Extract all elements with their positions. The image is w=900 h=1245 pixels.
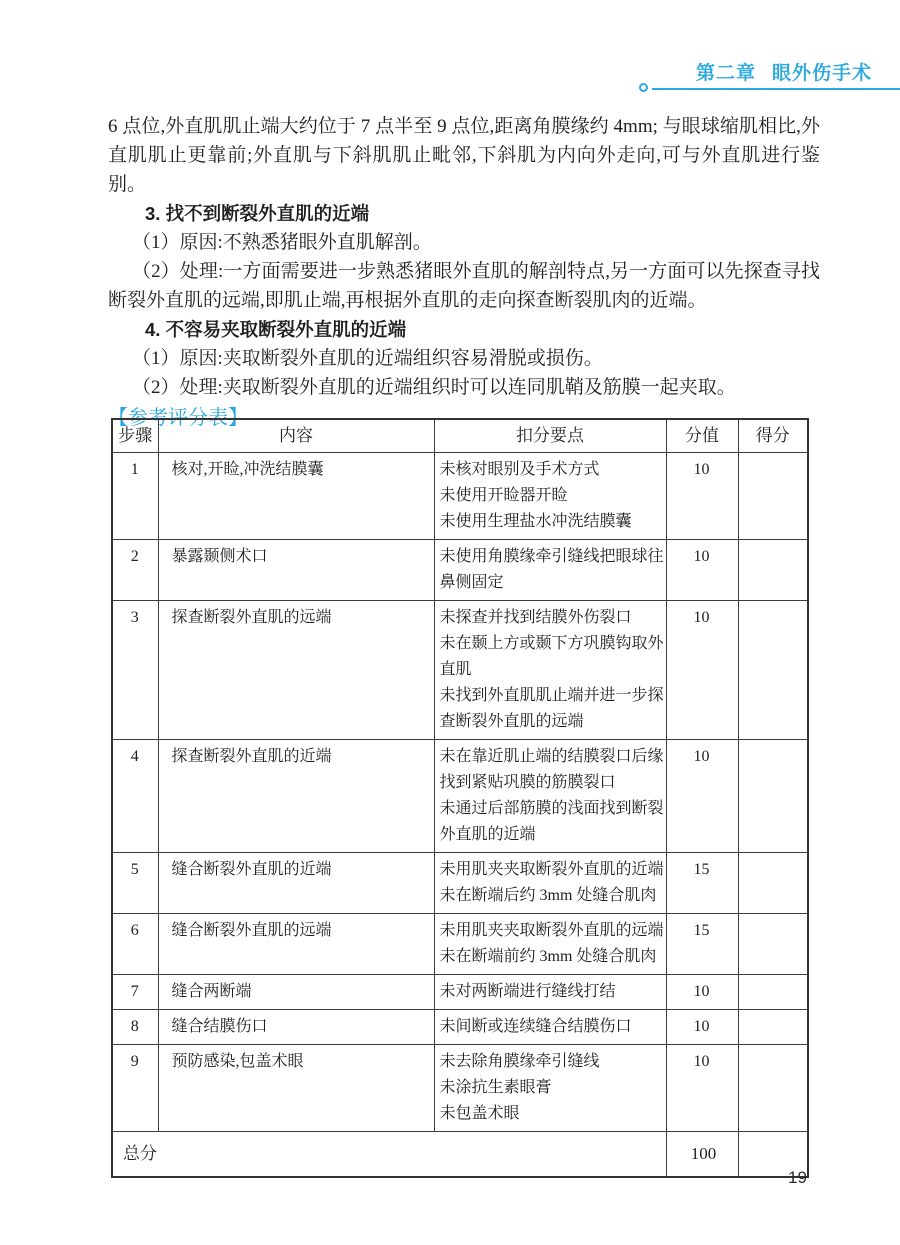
deduction-item: 未对两断端进行缝线打结 [439,983,616,1000]
issue-4-handling: （2）处理:夹取断裂外直肌的近端组织时可以连同肌鞘及筋膜一起夹取。 [132,377,736,398]
deduction-item: 未探查并找到结膜外伤裂口 [439,609,632,626]
heading-issue-4: 4. 不容易夹取断裂外直肌的近端 [145,319,407,340]
table-row [112,453,808,540]
table-row [112,1045,808,1132]
score-cell: 10 [666,453,738,540]
deduction-item: 未使用角膜缘牵引缝线把眼球往鼻侧固定 [439,548,664,591]
deductions-cell [434,453,666,540]
step-cell: 1 [112,453,158,540]
step-cell: 3 [112,601,158,740]
deduction-item: 未在颞上方或颞下方巩膜钩取外直肌 [439,635,664,678]
content-cell: 缝合断裂外直肌的远端 [158,914,434,975]
deduction-item: 未找到外直肌肌止端并进一步探查断裂外直肌的远端 [439,687,664,730]
page-number: 19 [788,1168,807,1187]
body-text [108,112,820,432]
content-cell: 核对,开睑,冲洗结膜囊 [158,453,434,540]
total-row [112,1132,808,1178]
deduction-item: 未使用生理盐水冲洗结膜囊 [439,513,632,530]
score-table [111,418,809,1178]
chapter-number: 第二章 [695,63,756,84]
step-cell: 7 [112,975,158,1010]
earned-cell [738,540,808,601]
table-row [112,601,808,740]
earned-cell [738,601,808,740]
table-row [112,914,808,975]
earned-cell [738,1010,808,1045]
deduction-item: 未涂抗生素眼膏 [439,1079,552,1096]
deductions-cell [434,740,666,853]
score-table-body [112,453,808,1132]
total-score-value: 100 [666,1132,738,1178]
score-table-header-row [112,419,808,453]
deduction-item: 未在靠近肌止端的结膜裂口后缘找到紧贴巩膜的筋膜裂口 [439,748,664,791]
content-cell: 缝合结膜伤口 [158,1010,434,1045]
deductions-cell [434,975,666,1010]
score-cell: 15 [666,914,738,975]
deduction-item: 未用肌夹夹取断裂外直肌的近端 [439,861,664,878]
deductions-cell [434,1045,666,1132]
earned-cell [738,1045,808,1132]
issue-3-cause: （1）原因:不熟悉猪眼外直肌解剖。 [132,232,432,253]
score-cell: 15 [666,853,738,914]
score-cell: 10 [666,740,738,853]
score-cell: 10 [666,1045,738,1132]
content-cell: 缝合断裂外直肌的近端 [158,853,434,914]
deductions-cell [434,1010,666,1045]
deduction-item: 未在断端后约 3mm 处缝合肌肉 [439,887,657,904]
col-header-step: 步骤 [112,419,158,453]
content-cell: 探查断裂外直肌的远端 [158,601,434,740]
content-cell: 缝合两断端 [158,975,434,1010]
deduction-item: 未通过后部筋膜的浅面找到断裂外直肌的近端 [439,800,664,843]
header-rule-circle-icon [639,83,648,92]
issue-4-cause: （1）原因:夹取断裂外直肌的近端组织容易滑脱或损伤。 [132,348,603,369]
step-cell: 4 [112,740,158,853]
earned-cell [738,740,808,853]
paragraph-anatomy: 6 点位,外直肌肌止端大约位于 7 点半至 9 点位,距离角膜缘约 4mm; 与眼球缩肌相比,外直肌肌止更靠前;外直肌与下斜肌肌止毗邻,下斜肌为内向外走向,可与外直肌进行鉴别。 [108,116,820,195]
deductions-cell [434,853,666,914]
step-cell: 5 [112,853,158,914]
table-row [112,540,808,601]
scoring-table-section-label: 【参考评分表】 [108,407,248,429]
score-cell: 10 [666,601,738,740]
content-cell: 预防感染,包盖术眼 [158,1045,434,1132]
table-row [112,1010,808,1045]
step-cell: 9 [112,1045,158,1132]
score-cell: 10 [666,540,738,601]
deductions-cell [434,540,666,601]
chapter-header [696,58,872,85]
deduction-item: 未用肌夹夹取断裂外直肌的远端 [439,922,664,939]
table-row [112,853,808,914]
score-cell: 10 [666,1010,738,1045]
deduction-item: 未包盖术眼 [439,1105,520,1122]
col-header-earned: 得分 [738,419,808,453]
deductions-cell [434,914,666,975]
earned-cell [738,975,808,1010]
content-cell: 探查断裂外直肌的近端 [158,740,434,853]
step-cell: 2 [112,540,158,601]
deduction-item: 未使用开睑器开睑 [439,487,568,504]
step-cell: 8 [112,1010,158,1045]
content-cell: 暴露颞侧术口 [158,540,434,601]
table-row [112,740,808,853]
deductions-cell [434,601,666,740]
issue-3-handling: （2）处理:一方面需要进一步熟悉猪眼外直肌的解剖特点,另一方面可以先探查寻找断裂外直肌的远端,即肌止端,再根据外直肌的走向探查断裂肌肉的近端。 [108,261,820,311]
deduction-item: 未在断端前约 3mm 处缝合肌肉 [439,948,657,965]
col-header-score: 分值 [666,419,738,453]
earned-cell [738,853,808,914]
deduction-item: 未核对眼别及手术方式 [439,461,600,478]
step-cell: 6 [112,914,158,975]
earned-cell [738,914,808,975]
table-row [112,975,808,1010]
heading-issue-3: 3. 找不到断裂外直肌的近端 [145,203,370,224]
earned-cell [738,453,808,540]
col-header-content: 内容 [158,419,434,453]
deduction-item: 未间断或连续缝合结膜伤口 [439,1018,632,1035]
chapter-title: 眼外伤手术 [771,63,872,84]
col-header-deductions: 扣分要点 [434,419,666,453]
score-cell: 10 [666,975,738,1010]
header-rule [652,88,900,90]
total-label: 总分 [112,1132,666,1178]
deduction-item: 未去除角膜缘牵引缝线 [439,1053,600,1070]
